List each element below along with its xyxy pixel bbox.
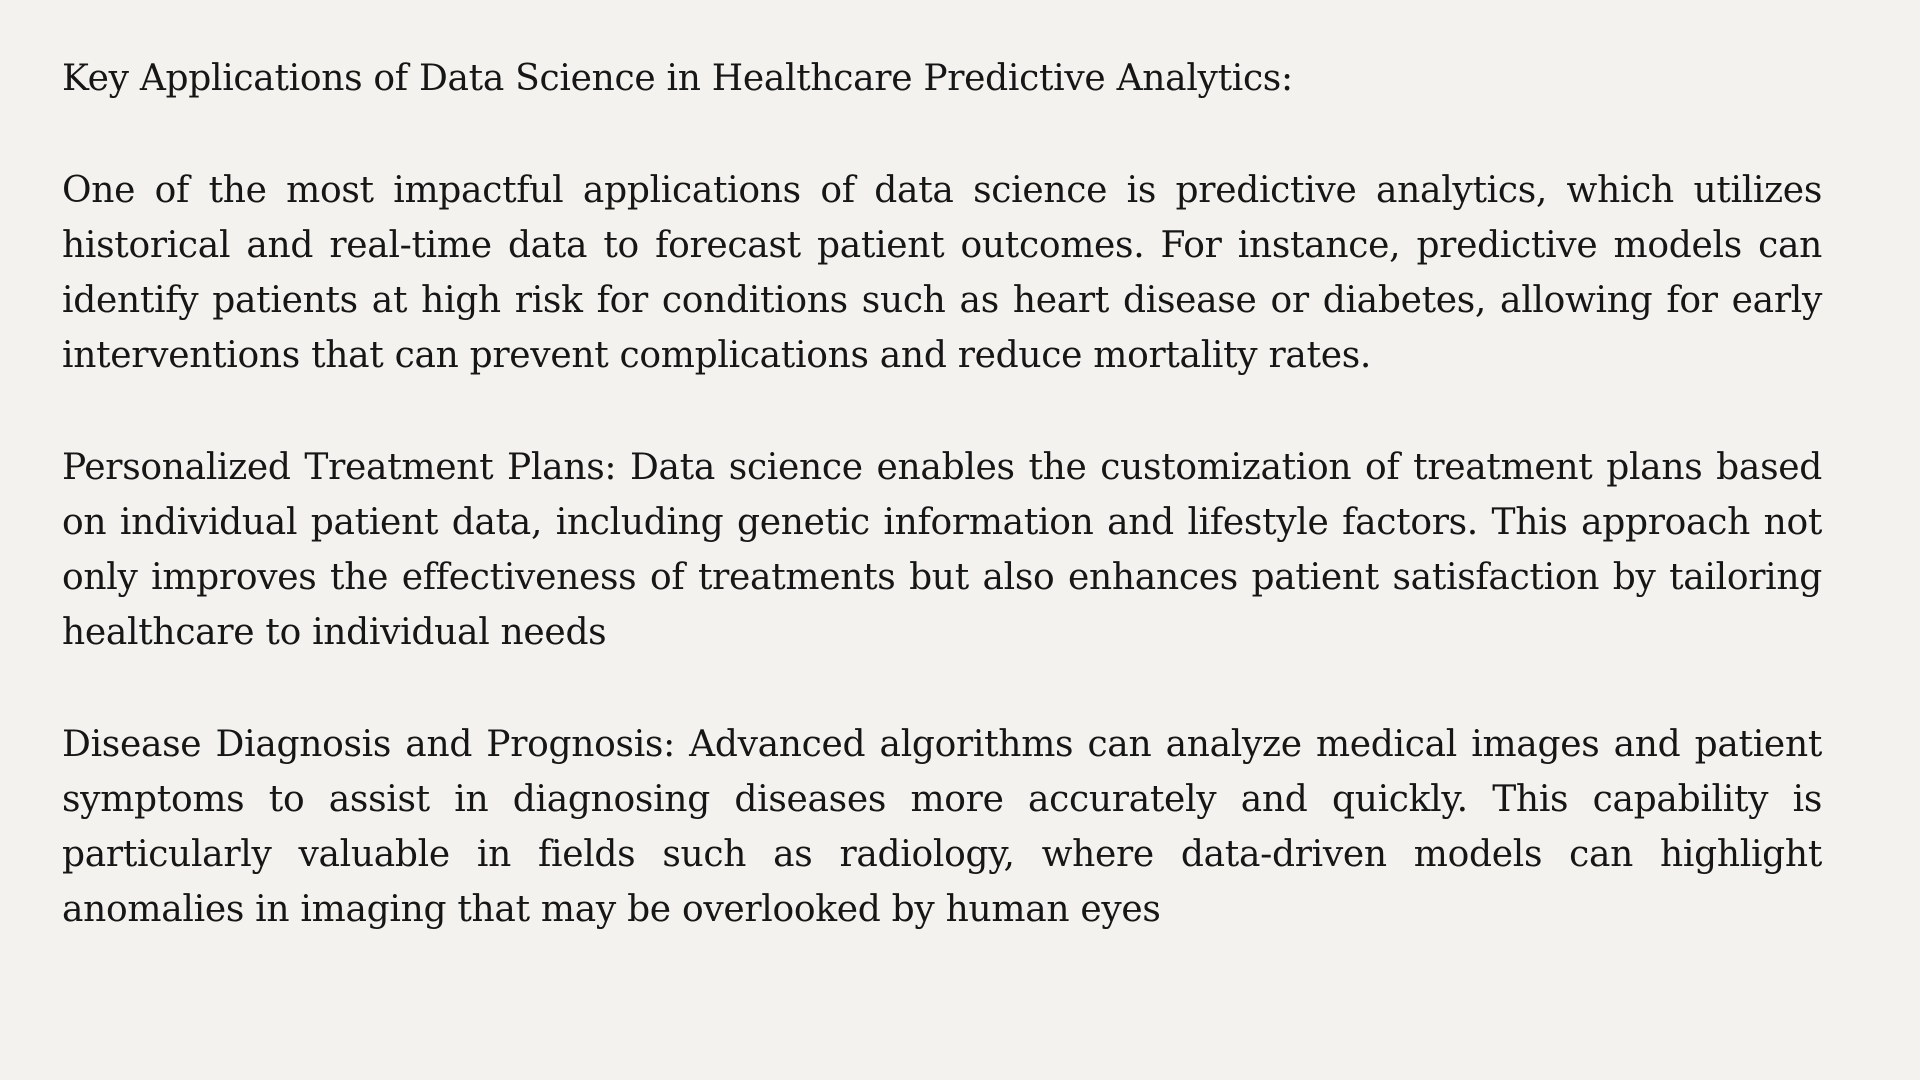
paragraph-personalized-treatment: Personalized Treatment Plans: Data science enables the customization of treatment plans based on individual patient data, including genetic information and lifestyle factors. This approach not only improves the effectiveness of treatments but also enhances patient satisfaction by tailoring healthcare to individual needs: [62, 447, 1822, 653]
paragraph-predictive-analytics: One of the most impactful applications of data science is predictive analytics, which utilizes historical and real-time data to forecast patient outcomes. For instance, predictive models can identify patients at high risk for conditions such as heart disease or diabetes, allowing for early interventions that can prevent complications and reduce mortality rates.: [62, 170, 1822, 376]
paragraph-disease-diagnosis: Disease Diagnosis and Prognosis: Advanced algorithms can analyze medical images and patient symptoms to assist in diagnosing diseases more accurately and quickly. This capability is particularly valuable in fields such as radiology, where data-driven models can highlight anomalies in imaging that may be overlooked by human eyes: [62, 724, 1822, 930]
page-heading: Key Applications of Data Science in Healthcare Predictive Analytics:: [62, 58, 1293, 99]
